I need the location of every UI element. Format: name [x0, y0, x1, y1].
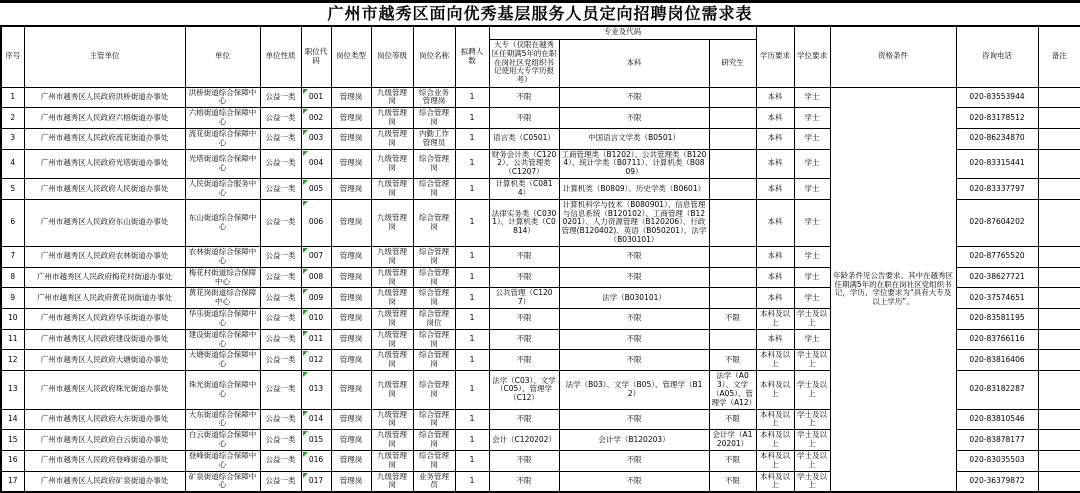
- col-header-master: 研究生: [709, 39, 756, 87]
- cell-degree-requirement: 学士: [794, 199, 830, 246]
- cell-unit: 洪桥街道综合保障中心: [185, 87, 260, 108]
- cell-remark: [1038, 149, 1080, 179]
- cell-post-grade: 九级管理岗: [371, 350, 413, 371]
- cell-position-code: 002: [301, 108, 331, 129]
- cell-nature: 公益一类: [260, 128, 301, 149]
- cell-post-grade: 九级管理岗: [371, 247, 413, 268]
- cell-college-major: 不限: [489, 247, 559, 268]
- cell-college-major: 财务会计类（C1202）、公共管理类（C1207）: [489, 149, 559, 179]
- cell-no: 9: [1, 288, 24, 309]
- cell-unit: 华乐街道综合保障中心: [185, 309, 260, 330]
- cell-remark: [1038, 199, 1080, 246]
- cell-degree-requirement: 学士: [794, 267, 830, 288]
- cell-phone: 020-83182287: [956, 371, 1038, 409]
- cell-post-grade: 九级管理岗: [371, 450, 413, 471]
- cell-position-code: 009: [301, 288, 331, 309]
- cell-remark: [1038, 430, 1080, 451]
- cell-degree-requirement: 学士: [794, 87, 830, 108]
- cell-bachelor-major: 工商管理类（B1202）、公共管理类（B1204）、统计学类（B0711）、计算机类（B0809）: [559, 149, 709, 179]
- cell-master-major: 不限: [709, 450, 756, 471]
- cell-hire-count: 1: [455, 309, 489, 330]
- cell-post-name: 综合管理岗: [413, 108, 455, 129]
- cell-bachelor-major: 法学（B03）、文学（B05）、管理学（B12）: [559, 371, 709, 409]
- cell-post-grade: 九级管理岗: [371, 108, 413, 129]
- cell-college-major: 不限: [489, 267, 559, 288]
- cell-degree-requirement: 学士及以上: [794, 430, 830, 451]
- cell-nature: 公益一类: [260, 199, 301, 246]
- cell-post-name: 综合管理岗: [413, 288, 455, 309]
- cell-hire-count: 1: [455, 329, 489, 350]
- cell-post-name: 综合管理岗: [413, 430, 455, 451]
- cell-phone: 020-83337797: [956, 179, 1038, 200]
- col-header-code: 职位代码: [301, 26, 331, 87]
- cell-hire-count: 1: [455, 450, 489, 471]
- cell-no: 10: [1, 309, 24, 330]
- cell-edu-requirement: 本科: [756, 329, 794, 350]
- cell-no: 6: [1, 199, 24, 246]
- cell-degree-requirement: 学士: [794, 128, 830, 149]
- cell-post-grade: 九级管理岗: [371, 471, 413, 492]
- cell-bachelor-major: 不限: [559, 409, 709, 430]
- cell-no: 4: [1, 149, 24, 179]
- cell-supervisor: 广州市越秀区人民政府珠光街道办事处: [24, 371, 185, 409]
- cell-supervisor: 广州市越秀区人民政府黄花岗街道办事处: [24, 288, 185, 309]
- cell-edu-requirement: 本科及以上: [756, 350, 794, 371]
- cell-post-grade: 九级管理岗: [371, 430, 413, 451]
- col-header-type: 岗位类型: [331, 26, 371, 87]
- cell-remark: [1038, 267, 1080, 288]
- cell-no: 2: [1, 108, 24, 129]
- cell-position-code: 005: [301, 179, 331, 200]
- cell-hire-count: 1: [455, 87, 489, 108]
- cell-hire-count: 1: [455, 267, 489, 288]
- cell-post-grade: 九级管理岗: [371, 87, 413, 108]
- cell-hire-count: 1: [455, 371, 489, 409]
- cell-bachelor-major: 不限: [559, 329, 709, 350]
- cell-master-major: [709, 149, 756, 179]
- cell-nature: 公益一类: [260, 371, 301, 409]
- col-header-bachelor: 本科: [559, 39, 709, 87]
- cell-post-type: 管理岗: [331, 329, 371, 350]
- col-header-qualification: 资格条件: [830, 26, 956, 87]
- cell-unit: 大塘街道综合保障中心: [185, 350, 260, 371]
- cell-post-grade: 九级管理岗: [371, 409, 413, 430]
- cell-no: 13: [1, 371, 24, 409]
- cell-degree-requirement: 学士: [794, 179, 830, 200]
- cell-position-code: 013: [301, 371, 331, 409]
- cell-post-name: 综合管理岗: [413, 329, 455, 350]
- cell-phone: 020-87604202: [956, 199, 1038, 246]
- cell-remark: [1038, 450, 1080, 471]
- page-title: 广州市越秀区面向优秀基层服务人员定向招聘岗位需求表: [327, 4, 753, 23]
- cell-master-major: [709, 128, 756, 149]
- cell-supervisor: 广州市越秀区人民政府洪桥街道办事处: [24, 87, 185, 108]
- cell-nature: 公益一类: [260, 247, 301, 268]
- cell-bachelor-major: 计算机科学与技术（B080901）、信息管理与信息系统（B120102）、工商管理（B120201）、人力资源管理（B120206）、行政管理(B120402)、英语（B050201）、法学（B030101）: [559, 199, 709, 246]
- cell-remark: [1038, 329, 1080, 350]
- cell-supervisor: 广州市越秀区人民政府矿泉街道办事处: [24, 471, 185, 492]
- cell-college-major: 不限: [489, 309, 559, 330]
- col-header-grade: 岗位等级: [371, 26, 413, 87]
- cell-edu-requirement: 本科及以上: [756, 309, 794, 330]
- cell-position-code: 010: [301, 309, 331, 330]
- cell-master-major: [709, 267, 756, 288]
- cell-hire-count: 1: [455, 128, 489, 149]
- cell-bachelor-major: 不限: [559, 471, 709, 492]
- cell-college-major: 法学（C03）、文学（C05）、管理学（C12）: [489, 371, 559, 409]
- cell-edu-requirement: 本科及以上: [756, 371, 794, 409]
- cell-position-code: 004: [301, 149, 331, 179]
- cell-college-major: 不限: [489, 409, 559, 430]
- cell-phone: 020-83315441: [956, 149, 1038, 179]
- cell-post-type: 管理岗: [331, 309, 371, 330]
- cell-remark: [1038, 128, 1080, 149]
- cell-post-grade: 九级管理岗: [371, 371, 413, 409]
- cell-hire-count: 1: [455, 430, 489, 451]
- cell-supervisor: 广州市越秀区人民政府建设街道办事处: [24, 329, 185, 350]
- cell-phone: 020-87765520: [956, 247, 1038, 268]
- cell-bachelor-major: 不限: [559, 309, 709, 330]
- cell-master-major: [709, 199, 756, 246]
- col-header-no: 序号: [1, 26, 24, 87]
- cell-hire-count: 1: [455, 179, 489, 200]
- cell-phone: 020-83178512: [956, 108, 1038, 129]
- cell-hire-count: 1: [455, 350, 489, 371]
- cell-master-major: 不限: [709, 471, 756, 492]
- cell-college-major: 不限: [489, 108, 559, 129]
- cell-unit: 六榕街道综合保障中心: [185, 108, 260, 129]
- cell-edu-requirement: 本科及以上: [756, 450, 794, 471]
- cell-edu-requirement: 本科: [756, 288, 794, 309]
- cell-post-type: 管理岗: [331, 149, 371, 179]
- cell-college-major: 法律实务类（C0301）、计算机类（C0814）: [489, 199, 559, 246]
- cell-bachelor-major: 法学（B030101）: [559, 288, 709, 309]
- cell-nature: 公益一类: [260, 430, 301, 451]
- cell-position-code: 003: [301, 128, 331, 149]
- cell-nature: 公益一类: [260, 267, 301, 288]
- cell-hire-count: 1: [455, 288, 489, 309]
- cell-degree-requirement: 学士及以上: [794, 309, 830, 330]
- cell-unit: 白云街道综合保障中心: [185, 430, 260, 451]
- cell-position-code: 016: [301, 450, 331, 471]
- cell-hire-count: 1: [455, 149, 489, 179]
- cell-edu-requirement: 本科及以上: [756, 471, 794, 492]
- cell-post-name: 业务管理员: [413, 471, 455, 492]
- cell-supervisor: 广州市越秀区人民政府六榕街道办事处: [24, 108, 185, 129]
- cell-supervisor: 广州市越秀区人民政府华乐街道办事处: [24, 309, 185, 330]
- cell-post-name: 综合管理岗: [413, 247, 455, 268]
- cell-master-major: 不限: [709, 350, 756, 371]
- cell-post-type: 管理岗: [331, 288, 371, 309]
- cell-post-name: 综合管理岗位: [413, 309, 455, 330]
- col-header-remark: 备注: [1038, 26, 1080, 87]
- cell-position-code: 006: [301, 199, 331, 246]
- cell-remark: [1038, 309, 1080, 330]
- cell-no: 15: [1, 430, 24, 451]
- cell-phone: 020-37574651: [956, 288, 1038, 309]
- cell-nature: 公益一类: [260, 288, 301, 309]
- cell-edu-requirement: 本科及以上: [756, 430, 794, 451]
- cell-phone: 020-83035503: [956, 450, 1038, 471]
- cell-edu-requirement: 本科: [756, 199, 794, 246]
- cell-post-name: 综合管理岗: [413, 179, 455, 200]
- cell-unit: 光塔街道综合保障中心: [185, 149, 260, 179]
- cell-no: 8: [1, 267, 24, 288]
- cell-post-type: 管理岗: [331, 471, 371, 492]
- cell-supervisor: 广州市越秀区人民政府光塔街道办事处: [24, 149, 185, 179]
- cell-degree-requirement: 学士及以上: [794, 371, 830, 409]
- cell-post-type: 管理岗: [331, 450, 371, 471]
- cell-hire-count: 1: [455, 471, 489, 492]
- cell-post-type: 管理岗: [331, 108, 371, 129]
- cell-unit: 黄花岗街道综合保障中心: [185, 288, 260, 309]
- cell-position-code: 014: [301, 409, 331, 430]
- cell-bachelor-major: 会计学（B120203）: [559, 430, 709, 451]
- cell-bachelor-major: 不限: [559, 450, 709, 471]
- cell-no: 1: [1, 87, 24, 108]
- cell-post-type: 管理岗: [331, 409, 371, 430]
- cell-unit: 建设街道综合保障中心: [185, 329, 260, 350]
- cell-post-type: 管理岗: [331, 267, 371, 288]
- cell-degree-requirement: 学士及以上: [794, 350, 830, 371]
- cell-post-grade: 九级管理岗: [371, 149, 413, 179]
- cell-college-major: 计算机类（C0814）: [489, 179, 559, 200]
- cell-post-grade: 九级管理岗: [371, 309, 413, 330]
- cell-phone: 020-83766116: [956, 329, 1038, 350]
- cell-unit: 东山街道综合保障中心: [185, 199, 260, 246]
- cell-unit: 流花街道综合保障中心: [185, 128, 260, 149]
- cell-edu-requirement: 本科: [756, 149, 794, 179]
- cell-position-code: 008: [301, 267, 331, 288]
- cell-supervisor: 广州市越秀区人民政府梅花村街道办事处: [24, 267, 185, 288]
- col-header-count: 拟聘人数: [455, 26, 489, 87]
- cell-nature: 公益一类: [260, 450, 301, 471]
- cell-master-major: [709, 179, 756, 200]
- cell-nature: 公益一类: [260, 179, 301, 200]
- cell-position-code: 001: [301, 87, 331, 108]
- cell-post-type: 管理岗: [331, 199, 371, 246]
- cell-phone: 020-83816406: [956, 350, 1038, 371]
- cell-post-name: 综合业务管理岗: [413, 87, 455, 108]
- cell-post-type: 管理岗: [331, 247, 371, 268]
- cell-nature: 公益一类: [260, 309, 301, 330]
- cell-master-major: [709, 108, 756, 129]
- cell-supervisor: 广州市越秀区人民政府大东街道办事处: [24, 409, 185, 430]
- cell-hire-count: 1: [455, 247, 489, 268]
- cell-post-grade: 九级管理岗: [371, 267, 413, 288]
- cell-position-code: 015: [301, 430, 331, 451]
- cell-post-type: 管理岗: [331, 179, 371, 200]
- cell-nature: 公益一类: [260, 350, 301, 371]
- cell-post-grade: 九级管理岗: [371, 199, 413, 246]
- cell-unit: 矿泉街道综合保障中心: [185, 471, 260, 492]
- cell-supervisor: 广州市越秀区人民政府人民街道办事处: [24, 179, 185, 200]
- cell-edu-requirement: 本科: [756, 87, 794, 108]
- cell-remark: [1038, 409, 1080, 430]
- cell-edu-requirement: 本科: [756, 128, 794, 149]
- cell-phone: 020-86234870: [956, 128, 1038, 149]
- col-header-phone: 咨询电话: [956, 26, 1038, 87]
- cell-nature: 公益一类: [260, 149, 301, 179]
- cell-master-major: [709, 329, 756, 350]
- cell-post-type: 管理岗: [331, 350, 371, 371]
- cell-phone: 020-38627721: [956, 267, 1038, 288]
- cell-no: 5: [1, 179, 24, 200]
- cell-phone: 020-83810546: [956, 409, 1038, 430]
- cell-degree-requirement: 学士: [794, 247, 830, 268]
- cell-edu-requirement: 本科: [756, 179, 794, 200]
- cell-post-name: 综合管理岗: [413, 371, 455, 409]
- cell-post-type: 管理岗: [331, 371, 371, 409]
- cell-master-major: 不限: [709, 309, 756, 330]
- cell-hire-count: 1: [455, 199, 489, 246]
- cell-phone: 020-36379872: [956, 471, 1038, 492]
- cell-master-major: 法学（A03）、文学（A05）、管理学（A12）: [709, 371, 756, 409]
- cell-college-major: 不限: [489, 87, 559, 108]
- cell-nature: 公益一类: [260, 87, 301, 108]
- cell-degree-requirement: 学士: [794, 329, 830, 350]
- cell-supervisor: 广州市越秀区人民政府白云街道办事处: [24, 430, 185, 451]
- cell-degree-requirement: 学士: [794, 288, 830, 309]
- cell-remark: [1038, 247, 1080, 268]
- cell-remark: [1038, 371, 1080, 409]
- cell-phone: 020-83581195: [956, 309, 1038, 330]
- cell-master-major: 不限: [709, 409, 756, 430]
- cell-master-major: [709, 247, 756, 268]
- cell-remark: [1038, 288, 1080, 309]
- cell-college-major: 不限: [489, 471, 559, 492]
- cell-college-major: 会计（C120202）: [489, 430, 559, 451]
- cell-college-major: 不限: [489, 450, 559, 471]
- cell-unit: 梅花村街道综合保障中心: [185, 267, 260, 288]
- qualification-note-cell: 年龄条件见公告要求。其中在越秀区任期满5年的在职在岗社区党组织书记，学历、学位要求为“具有大专及以上学历”。: [830, 87, 956, 492]
- cell-position-code: 017: [301, 471, 331, 492]
- cell-bachelor-major: 中国语言文学类（B0501）: [559, 128, 709, 149]
- col-header-unit: 单位: [185, 26, 260, 87]
- col-header-edu: 学历要求: [756, 26, 794, 87]
- cell-master-major: [709, 288, 756, 309]
- cell-college-major: 公共管理（C1207）: [489, 288, 559, 309]
- cell-remark: [1038, 179, 1080, 200]
- cell-edu-requirement: 本科: [756, 247, 794, 268]
- cell-hire-count: 1: [455, 409, 489, 430]
- cell-post-name: 内勤工作管理员: [413, 128, 455, 149]
- cell-degree-requirement: 学士及以上: [794, 471, 830, 492]
- cell-supervisor: 广州市越秀区人民政府大塘街道办事处: [24, 350, 185, 371]
- col-header-major-group: 专业及代码: [489, 26, 756, 39]
- cell-remark: [1038, 108, 1080, 129]
- cell-unit: 人民街道综合服务中心: [185, 179, 260, 200]
- cell-hire-count: 1: [455, 108, 489, 129]
- cell-no: 16: [1, 450, 24, 471]
- cell-no: 14: [1, 409, 24, 430]
- cell-bachelor-major: 不限: [559, 247, 709, 268]
- cell-position-code: 007: [301, 247, 331, 268]
- cell-post-type: 管理岗: [331, 430, 371, 451]
- recruitment-table: [0, 25, 1080, 493]
- col-header-nature: 单位性质: [260, 26, 301, 87]
- cell-bachelor-major: 计算机类（B0809）、历史学类（B0601）: [559, 179, 709, 200]
- cell-post-name: 综合管理岗: [413, 199, 455, 246]
- cell-post-name: 综合管理岗: [413, 409, 455, 430]
- cell-edu-requirement: 本科: [756, 108, 794, 129]
- cell-nature: 公益一类: [260, 108, 301, 129]
- cell-supervisor: 广州市越秀区人民政府流花街道办事处: [24, 128, 185, 149]
- cell-post-name: 综合管理岗: [413, 450, 455, 471]
- col-header-name: 岗位名称: [413, 26, 455, 87]
- cell-remark: [1038, 350, 1080, 371]
- cell-nature: 公益一类: [260, 409, 301, 430]
- cell-post-grade: 九级管理岗: [371, 128, 413, 149]
- cell-post-grade: 九级管理岗: [371, 288, 413, 309]
- cell-bachelor-major: 不限: [559, 108, 709, 129]
- cell-bachelor-major: 不限: [559, 350, 709, 371]
- col-header-college: 大专（仅限在越秀区任期满5年的在职在岗社区党组织书记使用大专学历报考）: [489, 39, 559, 87]
- cell-post-name: 综合管理岗: [413, 267, 455, 288]
- cell-bachelor-major: 不限: [559, 267, 709, 288]
- col-header-supervisor: 主管单位: [24, 26, 185, 87]
- cell-college-major: 不限: [489, 350, 559, 371]
- cell-no: 7: [1, 247, 24, 268]
- table-row: [1, 87, 1080, 108]
- cell-nature: 公益一类: [260, 329, 301, 350]
- cell-no: 3: [1, 128, 24, 149]
- cell-post-grade: 九级管理岗: [371, 179, 413, 200]
- cell-post-name: 综合管理岗: [413, 149, 455, 179]
- cell-no: 11: [1, 329, 24, 350]
- cell-master-major: 会计学（A120201）: [709, 430, 756, 451]
- cell-unit: 农林街道综合保障中心: [185, 247, 260, 268]
- cell-edu-requirement: 本科及以上: [756, 409, 794, 430]
- cell-supervisor: 广州市越秀区人民政府农林街道办事处: [24, 247, 185, 268]
- cell-unit: 登峰街道综合保障中心: [185, 450, 260, 471]
- cell-supervisor: 广州市越秀区人民政府东山街道办事处: [24, 199, 185, 246]
- cell-post-name: 综合管理岗: [413, 350, 455, 371]
- cell-master-major: [709, 87, 756, 108]
- cell-position-code: 011: [301, 329, 331, 350]
- cell-college-major: 不限: [489, 329, 559, 350]
- cell-post-type: 管理岗: [331, 128, 371, 149]
- cell-remark: [1038, 87, 1080, 108]
- cell-nature: 公益一类: [260, 471, 301, 492]
- cell-post-grade: 九级管理岗: [371, 329, 413, 350]
- cell-post-type: 管理岗: [331, 87, 371, 108]
- cell-phone: 020-83878177: [956, 430, 1038, 451]
- col-header-degree: 学位要求: [794, 26, 830, 87]
- cell-phone: 020-83553944: [956, 87, 1038, 108]
- cell-no: 17: [1, 471, 24, 492]
- cell-no: 12: [1, 350, 24, 371]
- cell-bachelor-major: 不限: [559, 87, 709, 108]
- cell-unit: 大东街道综合保障中心: [185, 409, 260, 430]
- cell-unit: 珠光街道综合保障中心: [185, 371, 260, 409]
- cell-remark: [1038, 471, 1080, 492]
- cell-position-code: 012: [301, 350, 331, 371]
- cell-college-major: 语言类（C0501）: [489, 128, 559, 149]
- cell-supervisor: 广州市越秀区人民政府登峰街道办事处: [24, 450, 185, 471]
- cell-degree-requirement: 学士及以上: [794, 409, 830, 430]
- cell-degree-requirement: 学士: [794, 108, 830, 129]
- cell-edu-requirement: 本科: [756, 267, 794, 288]
- cell-degree-requirement: 学士: [794, 149, 830, 179]
- cell-degree-requirement: 学士及以上: [794, 450, 830, 471]
